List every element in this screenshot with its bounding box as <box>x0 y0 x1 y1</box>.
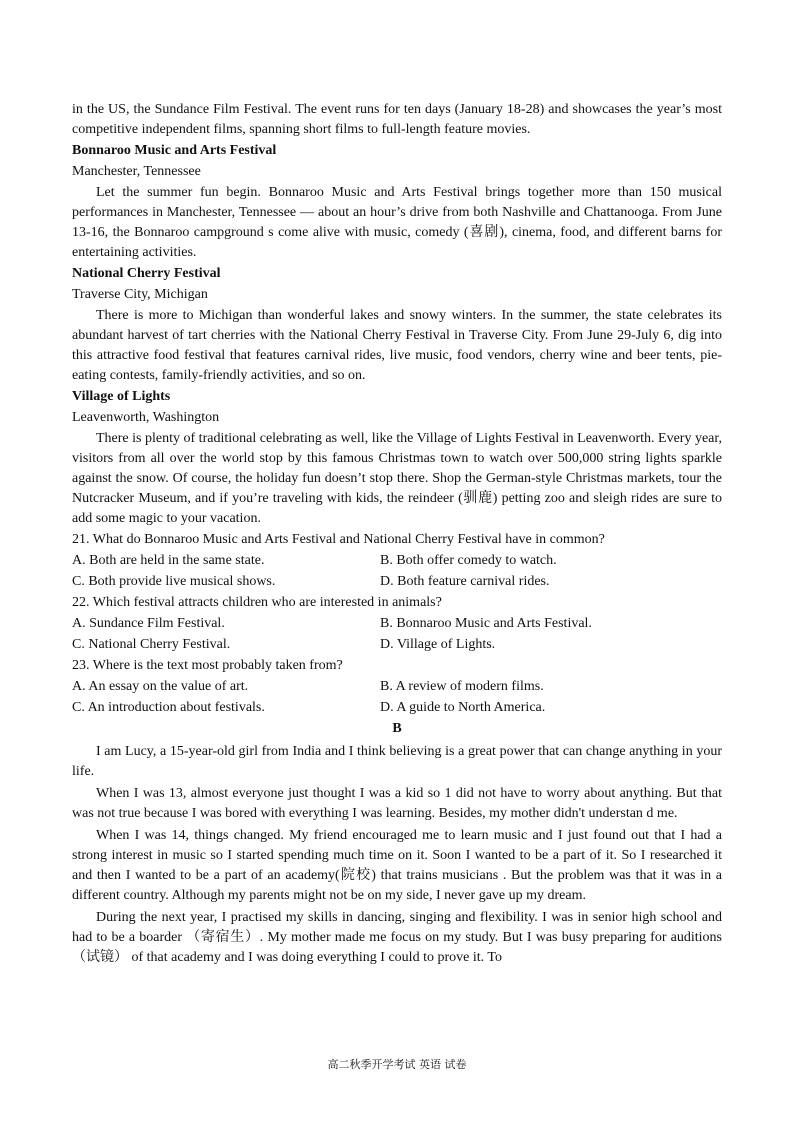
option-c: C. National Cherry Festival. <box>72 637 231 652</box>
question-22 <box>72 593 722 655</box>
passage-paragraph: When I was 14, things changed. My friend encouraged me to learn music and I just found out that I had a strong interest in music so I started spending much time on it. Soon I wanted to be a part of it. So I researched it and then I wanted to be a part of an academy(院校) that trains musicians . But the problem was that it was in a different country. Although my parents might not be on my side, I never gave up my dream. <box>72 828 722 903</box>
option-b: B. A review of modern films. <box>380 679 544 694</box>
festival-text: There is plenty of traditional celebrating as well, like the Village of Lights Festival in Leavenworth. Every year, visitors from all over the world stop by this famous Christmas town to watch over 500,000 string lights sparkle against the snow. Of course, the holiday fun doesn’t stop there. Shop the German-style Christmas markets, tour the Nutcracker Museum, and if you’re traveling with kids, the reindeer (驯鹿) petting zoo and sleigh rides are sure to add some magic to your vacation. <box>72 431 722 526</box>
festival-name: Village of Lights <box>72 389 171 404</box>
festival-name: National Cherry Festival <box>72 266 221 281</box>
passage-paragraph: During the next year, I practised my skills in dancing, singing and flexibility. I was in senior high school and had to be a boarder （寄宿生）. My mother made me focus on my study. But I was busy preparing for auditions （试镜） of that academy and I was doing everything I could to prove it. To <box>72 910 722 965</box>
festival-location: Traverse City, Michigan <box>72 287 208 302</box>
option-a: A. An essay on the value of art. <box>72 679 249 694</box>
option-grid <box>72 550 722 592</box>
question-23 <box>72 656 722 718</box>
passage-paragraph: I am Lucy, a 15-year-old girl from India and I think believing is a great power that can change anything in your life. <box>72 744 722 779</box>
festival-text: Let the summer fun begin. Bonnaroo Music and Arts Festival brings together more than 150 musical performances in Manchester, Tennessee — about an hour’s drive from both Nashville and Chattanooga. From June 13-16, the Bonnaroo campground s come alive with music, comedy (喜剧), cinema, food, and different barns for entertaining activities. <box>72 185 722 260</box>
festival-location: Leavenworth, Washington <box>72 410 220 425</box>
option-b: B. Bonnaroo Music and Arts Festival. <box>380 616 592 631</box>
passage-paragraph: When I was 13, almost everyone just thought I was a kid so 1 did not have to worry about anything. But that was not true because I was bored with everything I was learning. Besides, my mother didn't understan d me. <box>72 786 722 821</box>
page-footer: 高二秋季开学考试 英语 试卷 <box>327 1058 467 1071</box>
question-stem: 22. Which festival attracts children who are interested in animals? <box>72 595 442 610</box>
festival-village-of-lights <box>72 387 722 529</box>
option-grid <box>72 613 722 655</box>
festival-bonnaroo <box>72 141 722 263</box>
question-stem: 21. What do Bonnaroo Music and Arts Festival and National Cherry Festival have in common? <box>72 532 605 547</box>
option-d: D. Village of Lights. <box>380 637 496 652</box>
festival-location: Manchester, Tennessee <box>72 164 201 179</box>
option-a: A. Both are held in the same state. <box>72 553 265 568</box>
festival-text: There is more to Michigan than wonderful lakes and snowy winters. In the summer, the state celebrates its abundant harvest of tart cherries with the National Cherry Festival in Traverse City. From June 29-July 6, dig into this attractive food festival that features carnival rides, live music, food vendors, cherry wine and beer tents, pie-eating contests, family-friendly activities, and so on. <box>72 308 722 383</box>
option-b: B. Both offer comedy to watch. <box>380 553 557 568</box>
option-grid <box>72 676 722 718</box>
option-d: D. A guide to North America. <box>380 700 546 715</box>
section-b-label: B <box>392 721 402 736</box>
option-d: D. Both feature carnival rides. <box>380 574 550 589</box>
festival-name: Bonnaroo Music and Arts Festival <box>72 143 277 158</box>
option-a: A. Sundance Film Festival. <box>72 616 225 631</box>
question-21 <box>72 530 722 592</box>
festival-cherry <box>72 264 722 386</box>
exam-page <box>72 100 722 968</box>
intro-continuation: in the US, the Sundance Film Festival. The event runs for ten days (January 18-28) and showcases the year’s most competitive independent films, spanning short films to full-length feature movies. <box>72 102 722 137</box>
option-c: C. Both provide live musical shows. <box>72 574 276 589</box>
question-stem: 23. Where is the text most probably taken from? <box>72 658 343 673</box>
option-c: C. An introduction about festivals. <box>72 700 265 715</box>
